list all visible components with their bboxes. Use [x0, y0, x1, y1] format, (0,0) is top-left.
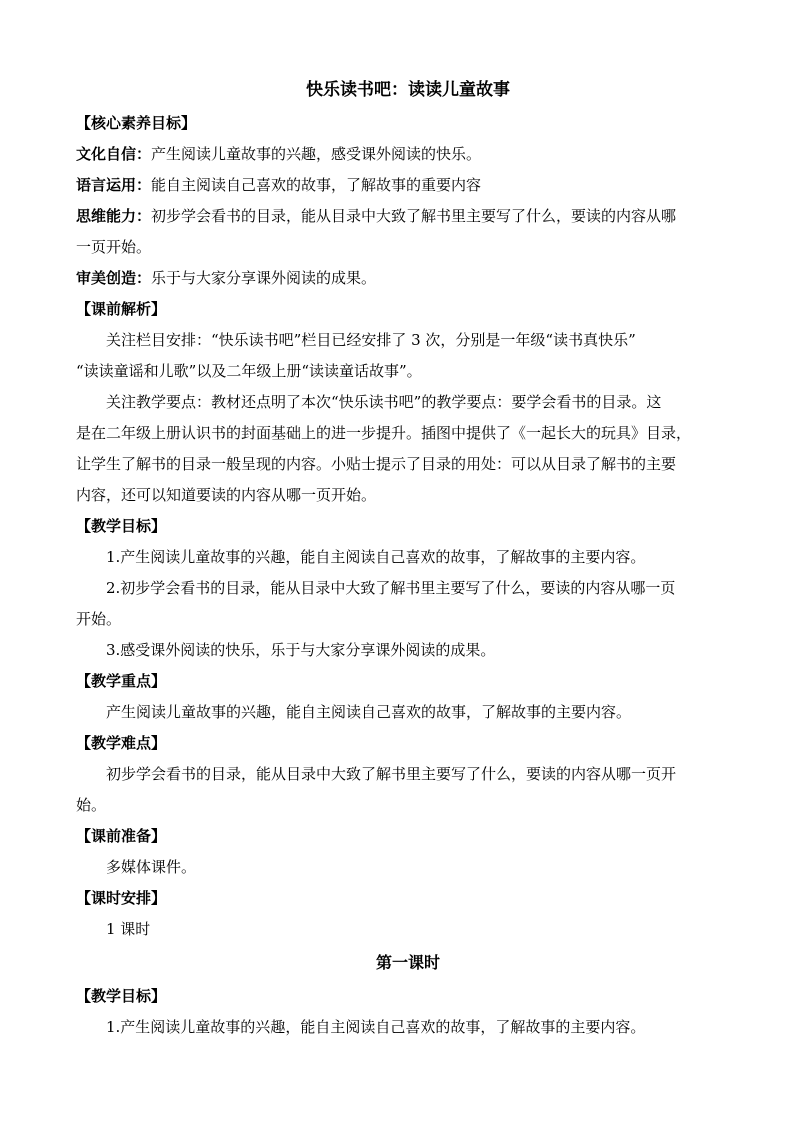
analysis-p2-line: 让学生了解书的目录一般呈现的内容。小贴士提示了目录的用处：可以从目录了解书的主要 — [76, 455, 677, 473]
core-goal-item — [76, 139, 724, 170]
page-title: 快乐读书吧：读读儿童故事 — [306, 80, 510, 100]
analysis-p1-line: 关注栏目安排：“快乐读书吧”栏目已经安排了 3 次，分别是一年级“读书真快乐” — [106, 331, 636, 349]
core-goal-text: 产生阅读儿童故事的兴趣，感受课外阅读的快乐。 — [151, 145, 482, 163]
core-goal-text: 能自主阅读自己喜欢的故事，了解故事的重要内容 — [151, 176, 482, 194]
teaching-goal-1: 1.产生阅读儿童故事的兴趣，能自主阅读自己喜欢的故事，了解故事的主要内容。 — [106, 548, 646, 566]
preparation-text: 多媒体课件。 — [106, 858, 197, 876]
teaching-goal-2-cont: 开始。 — [76, 610, 122, 628]
document-body — [76, 72, 724, 1043]
core-goal-continuation: 一页开始。 — [76, 238, 152, 256]
difficulties-text-cont: 始。 — [76, 796, 107, 814]
lesson-goals-heading: 【教学目标】 — [76, 987, 167, 1005]
preparation-heading: 【课前准备】 — [76, 827, 167, 845]
analysis-p2-line: 内容，还可以知道要读的内容从哪一页开始。 — [76, 486, 377, 504]
core-goal-label: 语言运用： — [76, 176, 152, 194]
core-goal-text: 乐于与大家分享课外阅读的成果。 — [151, 269, 377, 287]
core-goals-heading: 【核心素养目标】 — [76, 114, 197, 132]
difficulties-heading: 【教学难点】 — [76, 734, 167, 752]
analysis-p2-line: 关注教学要点：教材还点明了本次“快乐读书吧”的教学要点：要学会看书的目录。这 — [106, 393, 662, 411]
teaching-goal-2: 2.初步学会看书的目录，能从目录中大致了解书里主要写了什么，要读的内容从哪一页 — [106, 579, 676, 597]
analysis-p2-line: 是在二年级上册认识书的封面基础上的进一步提升。插图中提供了《一起长大的玩具》目录， — [76, 424, 692, 442]
schedule-heading: 【课时安排】 — [76, 889, 167, 907]
analysis-p1-line: “读读童谣和儿歌”以及二年级上册“读读童话故事”。 — [76, 362, 422, 380]
key-points-text: 产生阅读儿童故事的兴趣，能自主阅读自己喜欢的故事，了解故事的主要内容。 — [106, 703, 632, 721]
lesson-title: 第一课时 — [375, 953, 440, 972]
teaching-goals-heading: 【教学目标】 — [76, 517, 167, 535]
core-goal-text: 初步学会看书的目录，能从目录中大致了解书里主要写了什么，要读的内容从哪 — [151, 207, 677, 225]
key-points-heading: 【教学重点】 — [76, 672, 167, 690]
analysis-heading: 【课前解析】 — [76, 300, 167, 318]
lesson-goal-1: 1.产生阅读儿童故事的兴趣，能自主阅读自己喜欢的故事，了解故事的主要内容。 — [106, 1018, 646, 1036]
core-goal-label: 审美创造： — [76, 269, 152, 287]
core-goal-item — [76, 201, 724, 232]
core-goal-label: 思维能力： — [76, 207, 152, 225]
core-goal-label: 文化自信： — [76, 145, 152, 163]
core-goal-item — [76, 263, 724, 294]
difficulties-text: 初步学会看书的目录，能从目录中大致了解书里主要写了什么，要读的内容从哪一页开 — [106, 765, 677, 783]
core-goal-item — [76, 170, 724, 201]
teaching-goal-3: 3.感受课外阅读的快乐，乐于与大家分享课外阅读的成果。 — [106, 641, 496, 659]
schedule-text: 1 课时 — [106, 920, 151, 938]
